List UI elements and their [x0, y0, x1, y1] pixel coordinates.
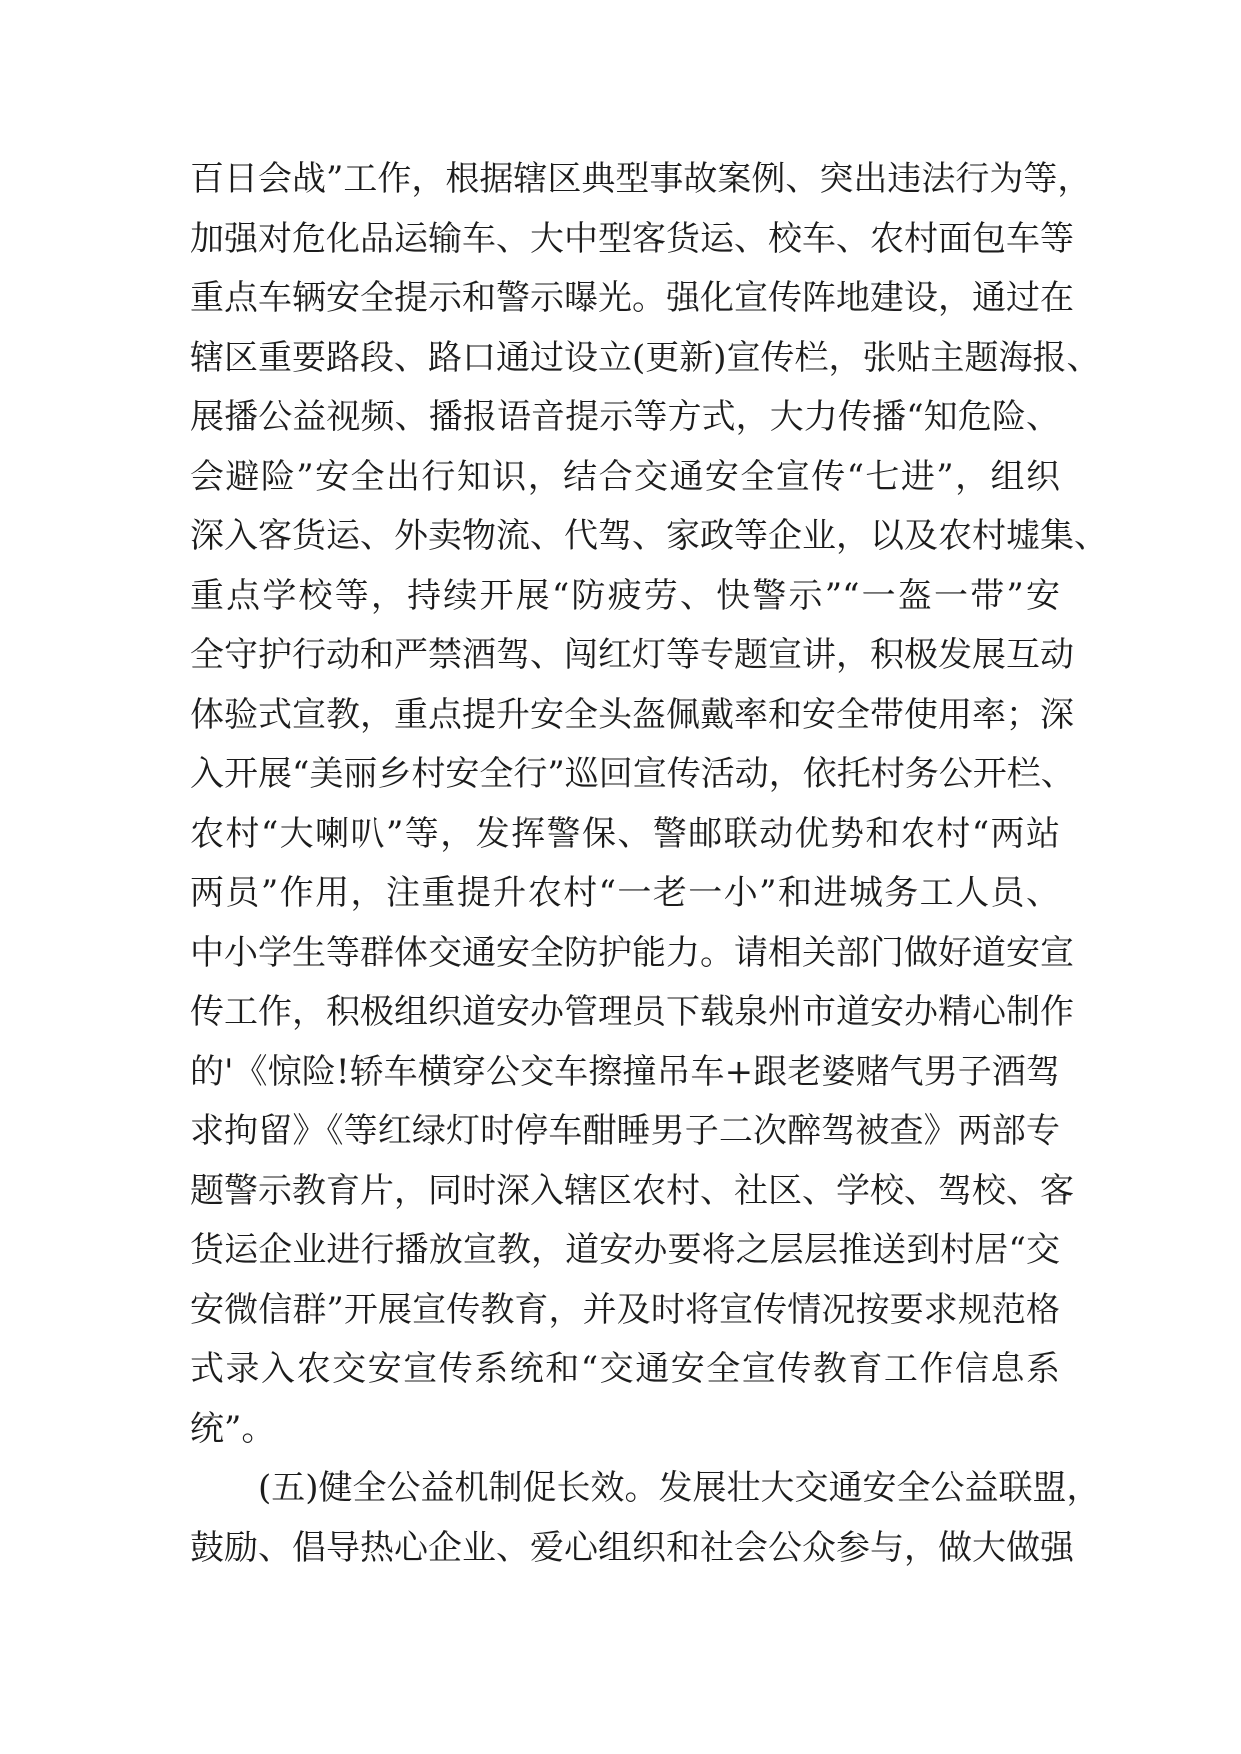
text-line: 安微信群”开展宣传教育，并及时将宣传情况按要求规范格 [190, 1289, 1060, 1330]
body-text [190, 150, 1108, 1578]
text-line: 百日会战”工作，根据辖区典型事故案例、突出违法行为等， [190, 159, 1092, 199]
text-line: 加强对危化品运输车、大中型客货运、校车、农村面包车等 [190, 218, 1074, 259]
text-line: 两员”作用，注重提升农村“一老一小”和进城务工人员、 [190, 873, 1060, 913]
section-heading-line: (五)健全公益机制促长效。发展壮大交通安全公益联盟， [258, 1468, 1101, 1508]
text-line: 农村“大喇叭”等，发挥警保、警邮联动优势和农村“两站 [190, 813, 1060, 854]
text-line: 体验式宣教，重点提升安全头盔佩戴率和安全带使用率；深 [190, 694, 1074, 735]
text-line: 入开展“美丽乡村安全行”巡回宣传活动，依托村务公开栏、 [190, 754, 1075, 794]
text-line: 货运企业进行播放宣教，道安办要将之层层推送到村居“交 [190, 1230, 1060, 1270]
text-line: 全守护行动和严禁酒驾、闯红灯等专题宣讲，积极发展互动 [190, 635, 1074, 675]
text-line: 会避险”安全出行知识，结合交通安全宣传“七进”，组织 [190, 456, 1060, 497]
text-line: 求拘留》《等红绿灯时停车酣睡男子二次醉驾被查》两部专 [190, 1111, 1060, 1151]
text-line: 辖区重要路段、路口通过设立(更新)宣传栏，张贴主题海报、 [190, 337, 1101, 378]
text-line: 中小学生等群体交通安全防护能力。请相关部门做好道安宣 [190, 932, 1074, 973]
text-line: 展播公益视频、播报语音提示等方式，大力传播“知危险、 [190, 397, 1060, 437]
text-line: 重点学校等，持续开展“防疲劳、快警示”“一盔一带”安 [190, 575, 1060, 616]
text-line: 传工作，积极组织道安办管理员下载泉州市道安办精心制作 [190, 992, 1074, 1032]
text-line: 的'《惊险!轿车横穿公交车擦撞吊车+跟老婆赌气男子酒驾 [190, 1051, 1060, 1092]
text-line: 鼓励、倡导热心企业、爱心组织和社会公众参与，做大做强 [190, 1527, 1074, 1568]
text-line: 重点车辆安全提示和警示曝光。强化宣传阵地建设，通过在 [190, 278, 1074, 318]
paragraph-end-line: 统”。 [190, 1408, 276, 1449]
text-line: 式录入农交安宣传系统和“交通安全宣传教育工作信息系 [190, 1349, 1060, 1389]
text-line: 题警示教育片，同时深入辖区农村、社区、学校、驾校、客 [190, 1170, 1074, 1211]
text-line: 深入客货运、外卖物流、代驾、家政等企业，以及农村墟集、 [190, 516, 1108, 556]
